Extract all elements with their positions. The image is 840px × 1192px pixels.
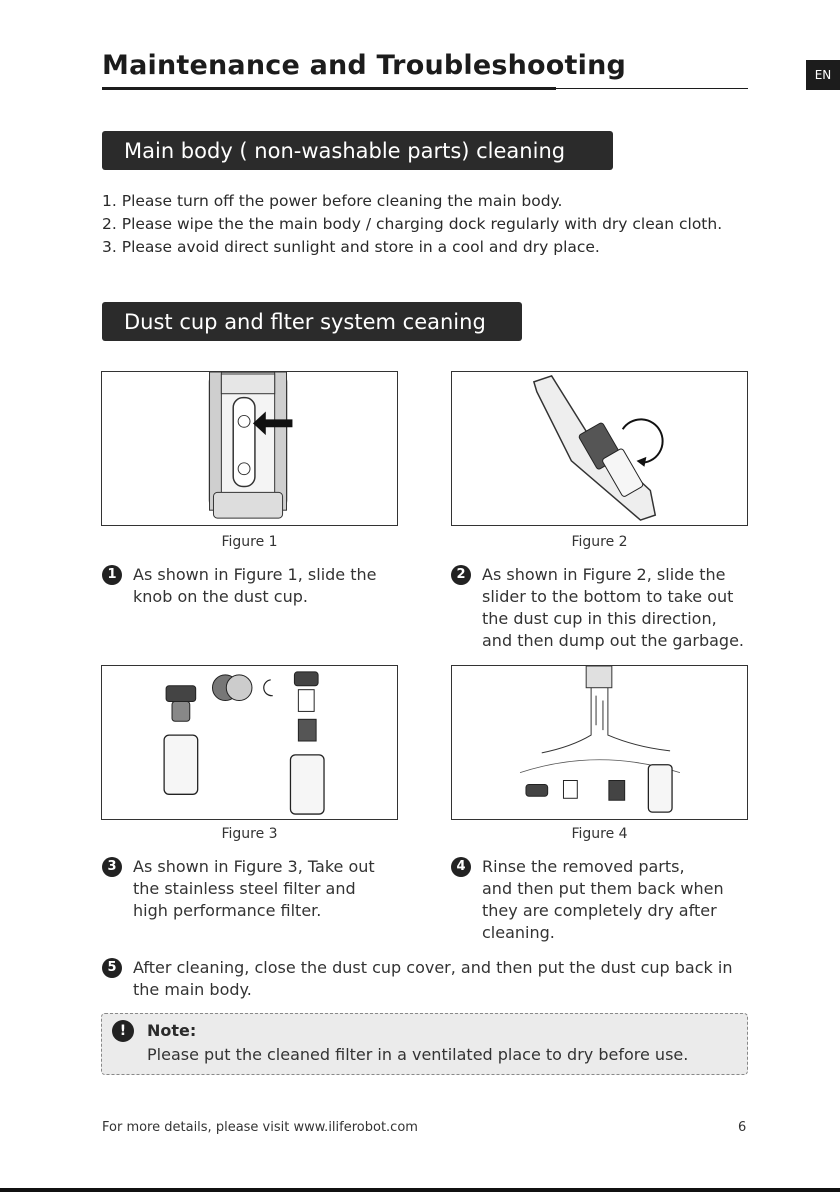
figure-3-image [101, 665, 398, 820]
main-body-cleaning-list [102, 190, 722, 259]
language-tag: EN [806, 60, 840, 90]
figure-4-image [451, 665, 748, 820]
list-item: 1. Please turn off the power before cleaning the main body. [102, 192, 563, 210]
step-2 [451, 564, 744, 652]
title-rule [556, 88, 748, 89]
step-number-badge: 3 [102, 857, 122, 877]
step-number-badge: 1 [102, 565, 122, 585]
step-3 [102, 856, 375, 922]
rinse-parts-illustration [452, 666, 747, 819]
filter-removal-illustration [102, 666, 397, 819]
section-heading-dust-cup: Dust cup and flter system ceaning [102, 302, 522, 341]
figure-1-caption: Figure 1 [221, 534, 278, 550]
figure-4-caption: Figure 4 [571, 826, 628, 842]
figure-3-caption: Figure 3 [221, 826, 278, 842]
step-text: Rinse the removed parts, and then put them back when they are completely dry after cleaning. [482, 857, 724, 942]
step-number-badge: 4 [451, 857, 471, 877]
section-heading-main-body: Main body ( non-washable parts) cleaning [102, 131, 613, 170]
list-item: 2. Please wipe the the main body / charging dock regularly with dry clean cloth. [102, 215, 723, 233]
dust-cup-slider-illustration [452, 372, 747, 525]
bottom-border [0, 1188, 840, 1192]
step-1 [102, 564, 376, 608]
step-4 [451, 856, 724, 944]
step-text: As shown in Figure 3, Take out the stainless steel filter and high performance filter. [133, 857, 375, 920]
step-number-badge: 2 [451, 565, 471, 585]
page-number: 6 [738, 1120, 747, 1135]
dust-cup-knob-illustration [102, 372, 397, 525]
note-box [101, 1013, 748, 1075]
figure-2-caption: Figure 2 [571, 534, 628, 550]
list-item: 3. Please avoid direct sunlight and store in a cool and dry place. [102, 238, 600, 256]
step-text: As shown in Figure 2, slide the slider to the bottom to take out the dust cup in this direction, and then dump out the garbage. [482, 565, 745, 650]
footer-website-text: For more details, please visit www.iliferobot.com [102, 1120, 418, 1135]
figure-2-image [451, 371, 748, 526]
note-text: Please put the cleaned filter in a ventilated place to dry before use. [147, 1045, 689, 1064]
title-underline [102, 87, 556, 90]
step-5 [102, 957, 732, 1001]
step-number-badge: 5 [102, 958, 122, 978]
exclamation-icon: ! [112, 1020, 134, 1042]
note-label: Note: [147, 1021, 197, 1040]
step-text: After cleaning, close the dust cup cover, and then put the dust cup back in the main body. [133, 958, 733, 999]
page-title: Maintenance and Troubleshooting [102, 50, 627, 81]
figure-1-image [101, 371, 398, 526]
step-text: As shown in Figure 1, slide the knob on the dust cup. [133, 565, 377, 606]
